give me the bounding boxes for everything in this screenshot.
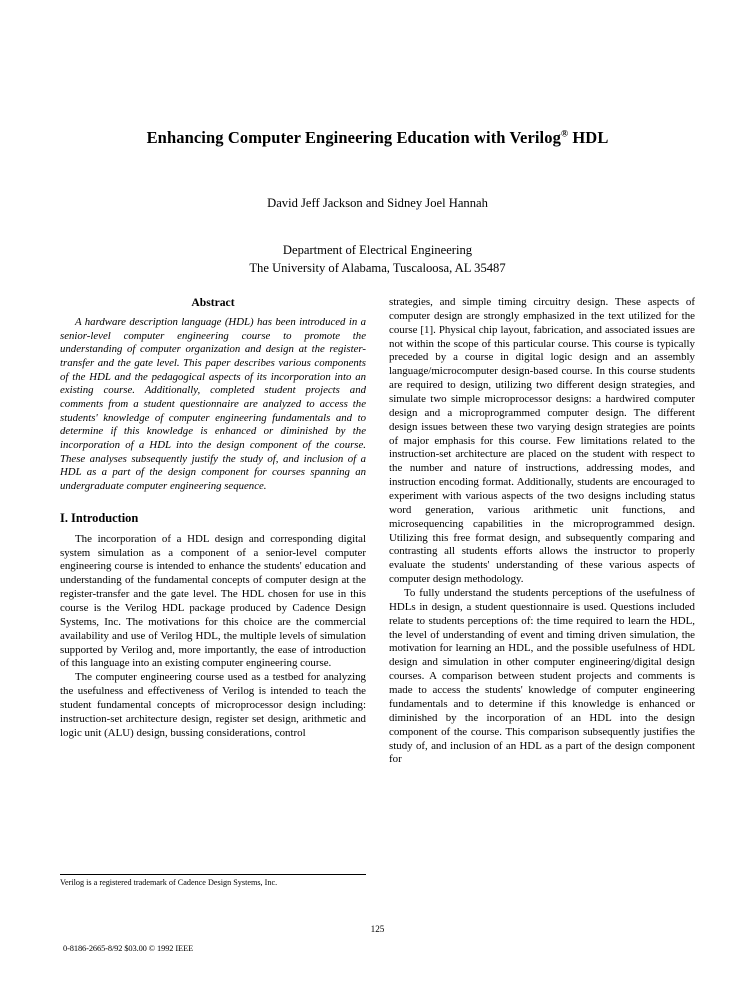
page-title-main: Enhancing Computer Engineering Education with Verilog <box>146 128 561 147</box>
registered-trademark-icon: ® <box>560 129 569 140</box>
column-right <box>389 296 695 767</box>
abstract-heading: Abstract <box>191 296 235 309</box>
affiliation-department: Department of Electrical Engineering <box>282 242 473 257</box>
body-columns <box>60 296 695 876</box>
section-heading-introduction: I. Introduction <box>60 510 139 525</box>
column-left <box>60 296 366 741</box>
page-title-tail: HDL <box>568 128 609 147</box>
author-list: David Jeff Jackson and Sidney Joel Hannah <box>267 195 488 210</box>
paragraph: The incorporation of a HDL design and corresponding digital system simulation as a component of a senior-level computer engineering course is intended to enhance the students' education and understanding of the fundamental concepts of computer design at the register-transfer and the gate level. The HDL chosen for use in this course is the Verilog HDL package produced by Cadence Design Systems, Inc. The motivations for this choice are the commercial availability and use of Verilog HDL, the multiple levels of simulation supported by Verilog and, more importantly, the ease of introduction of this language into an existing computer engineering course. <box>60 532 366 670</box>
affiliation-institution: The University of Alabama, Tuscaloosa, AL 35487 <box>249 261 506 276</box>
paragraph: strategies, and simple timing circuitry design. These aspects of computer design are strongly emphasized in the text utilized for the course [1]. Physical chip layout, fabrication, and associated issues are not within the scope of this particular course. This course is typically preceded by a course in digital logic design and an assembly language/microcomputer design-based course. In this course students are required to design, utilizing two different design strategies, and simulate two simple microprocessor designs: a hardwired computer design and a microprogrammed computer design. The different design issues between these two varying design strategies are points of major emphasis for this course. Few limitations related to the instruction-set architecture are placed on the student with respect to the number and nature of instructions, addressing modes, and instruction encoding format. Additionally, students are encouraged to experiment with various aspects of the two designs including status word generation, various arithmetic unit functions, and microsequencing capabilities in the microprogrammed design. Utilizing this free format design, and subsequently comparing and contrasting all students efforts allows the instructor to properly evaluate the students' understanding of these various aspects of computer design methodology. <box>389 296 695 586</box>
paragraph: To fully understand the students perceptions of the usefulness of HDLs in design, a student questionnaire is used. Questions included relate to students perceptions of: the time required to learn the HDL, the level of understanding of event and timing driven simulation, the motivation for learning an HDL, and the possible usefulness of HDL design and simulation in other computer engineering/digital design courses. A comparison between student projects and comments is made to access the students' knowledge of computer engineering fundamentals and to determine if this knowledge is enhanced or diminished by the incorporation of an HDL into the design component of the course. This comparison subsequently justifies the study of, and inclusion of an HDL as a part of the design component for <box>389 587 695 766</box>
page-number: 125 <box>370 924 385 934</box>
footnote-text: Verilog is a registered trademark of Cadence Design Systems, Inc. <box>60 878 278 887</box>
page-title <box>60 128 695 149</box>
paper-masthead <box>60 128 695 277</box>
affiliation-block <box>60 241 695 278</box>
copyright-notice: 0-8186-2665-8/92 $03.00 © 1992 IEEE <box>63 944 194 953</box>
abstract-text: A hardware description language (HDL) has been introduced in a senior-level computer engineering course to promote the understanding of computer organization and design at the register-transfer and the gate level. This paper describes various components of the HDL and the pedagogical aspects of its incorporation into an existing course. Additionally, completed student projects and comments from a student questionnaire are analyzed to access the students' knowledge of computer engineering fundamentals and to determine if this knowledge is enhanced or diminished by the incorporation of a HDL into the design component of the course. These analyses subsequently justify the study of, and inclusion of a HDL as a part of the design component for courses spanning an undergraduate computer engineering sequence. <box>60 315 366 493</box>
paragraph: The computer engineering course used as a testbed for analyzing the usefulness and effectiveness of Verilog is intended to teach the student fundamental concepts of microprocessor design including: instruction-set architecture design, register set design, arithmetic and logic unit (ALU) design, bussing considerations, control <box>60 671 366 739</box>
footnote-block <box>60 874 366 888</box>
footnote-separator-rule <box>60 874 366 875</box>
